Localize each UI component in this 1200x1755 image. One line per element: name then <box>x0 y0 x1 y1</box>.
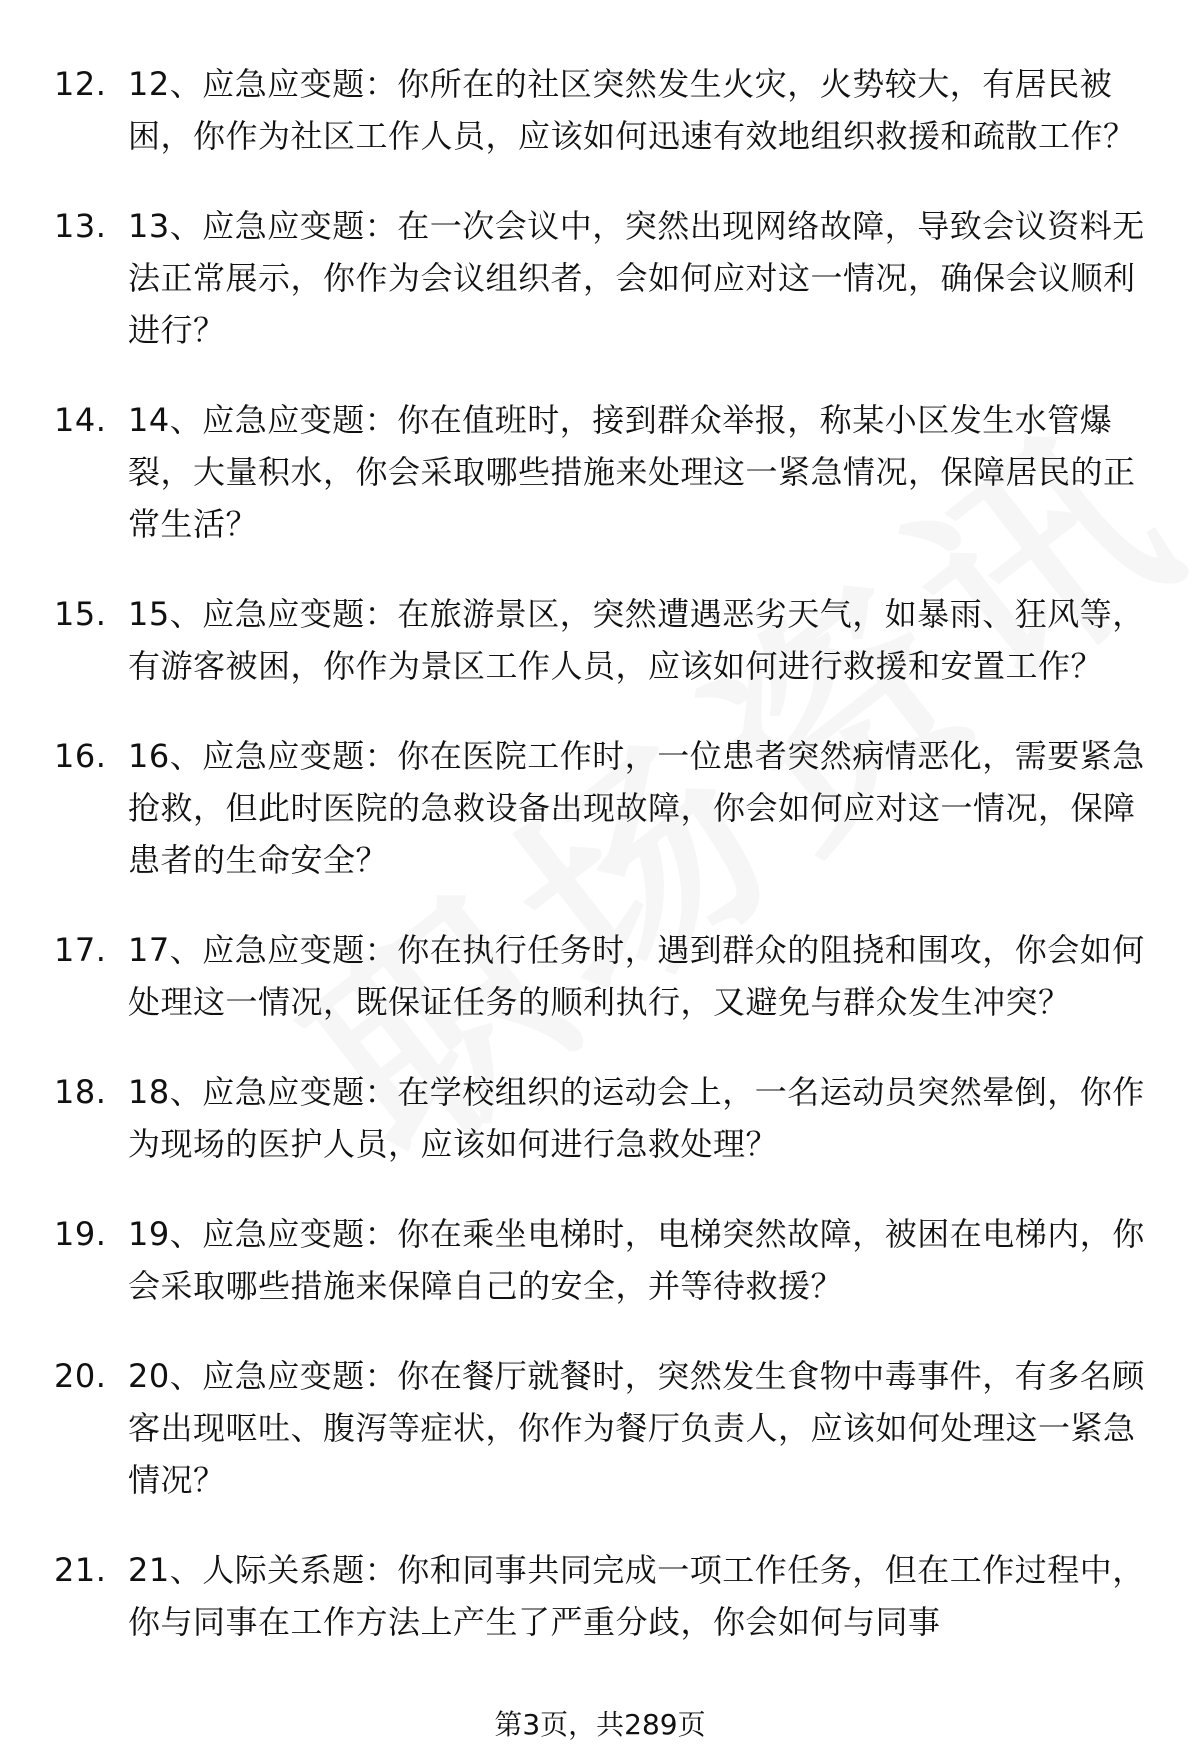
question-item <box>0 924 1200 1028</box>
question-number: 16. <box>54 737 107 775</box>
question-number: 19. <box>54 1215 107 1253</box>
question-item <box>0 1066 1200 1170</box>
question-number: 13. <box>54 207 107 245</box>
question-number: 15. <box>54 595 107 633</box>
question-text: 14、应急应变题：你在值班时，接到群众举报，称某小区发生水管爆裂，大量积水，你会采取哪些措施来处理这一紧急情况，保障居民的正常生活？ <box>128 401 1136 543</box>
question-item <box>0 394 1200 550</box>
question-number: 21. <box>54 1551 107 1589</box>
question-text: 21、人际关系题：你和同事共同完成一项工作任务，但在工作过程中，你与同事在工作方法上产生了严重分歧，你会如何与同事 <box>128 1551 1145 1641</box>
question-number: 20. <box>54 1357 107 1395</box>
question-item <box>0 1350 1200 1506</box>
question-text: 16、应急应变题：你在医院工作时，一位患者突然病情恶化，需要紧急抢救，但此时医院的急救设备出现故障，你会如何应对这一情况，保障患者的生命安全？ <box>128 737 1145 879</box>
question-text: 17、应急应变题：你在执行任务时，遇到群众的阻挠和围攻，你会如何处理这一情况，既保证任务的顺利执行，又避免与群众发生冲突？ <box>128 931 1145 1021</box>
question-text: 12、应急应变题：你所在的社区突然发生火灾，火势较大，有居民被困，你作为社区工作人员，应该如何迅速有效地组织救援和疏散工作？ <box>128 65 1136 155</box>
question-text: 15、应急应变题：在旅游景区，突然遭遇恶劣天气，如暴雨、狂风等，有游客被困，你作为景区工作人员，应该如何进行救援和安置工作？ <box>128 595 1145 685</box>
question-number: 18. <box>54 1073 107 1111</box>
question-number: 14. <box>54 401 107 439</box>
question-item <box>0 1208 1200 1312</box>
question-text: 19、应急应变题：你在乘坐电梯时，电梯突然故障，被困在电梯内，你会采取哪些措施来保障自己的安全，并等待救援？ <box>128 1215 1145 1305</box>
question-item <box>0 200 1200 356</box>
question-list <box>0 58 1200 1686</box>
question-number: 17. <box>54 931 107 969</box>
question-text: 20、应急应变题：你在餐厅就餐时，突然发生食物中毒事件，有多名顾客出现呕吐、腹泻等症状，你作为餐厅负责人，应该如何处理这一紧急情况？ <box>128 1357 1145 1499</box>
question-item <box>0 1544 1200 1648</box>
question-item <box>0 588 1200 692</box>
question-text: 13、应急应变题：在一次会议中，突然出现网络故障，导致会议资料无法正常展示，你作为会议组织者，会如何应对这一情况，确保会议顺利进行？ <box>128 207 1145 349</box>
page-footer: 第3页，共289页 <box>494 1708 706 1741</box>
question-text: 18、应急应变题：在学校组织的运动会上，一名运动员突然晕倒，你作为现场的医护人员，应该如何进行急救处理？ <box>128 1073 1145 1163</box>
question-item <box>0 730 1200 886</box>
question-item <box>0 58 1200 162</box>
question-number: 12. <box>54 65 107 103</box>
